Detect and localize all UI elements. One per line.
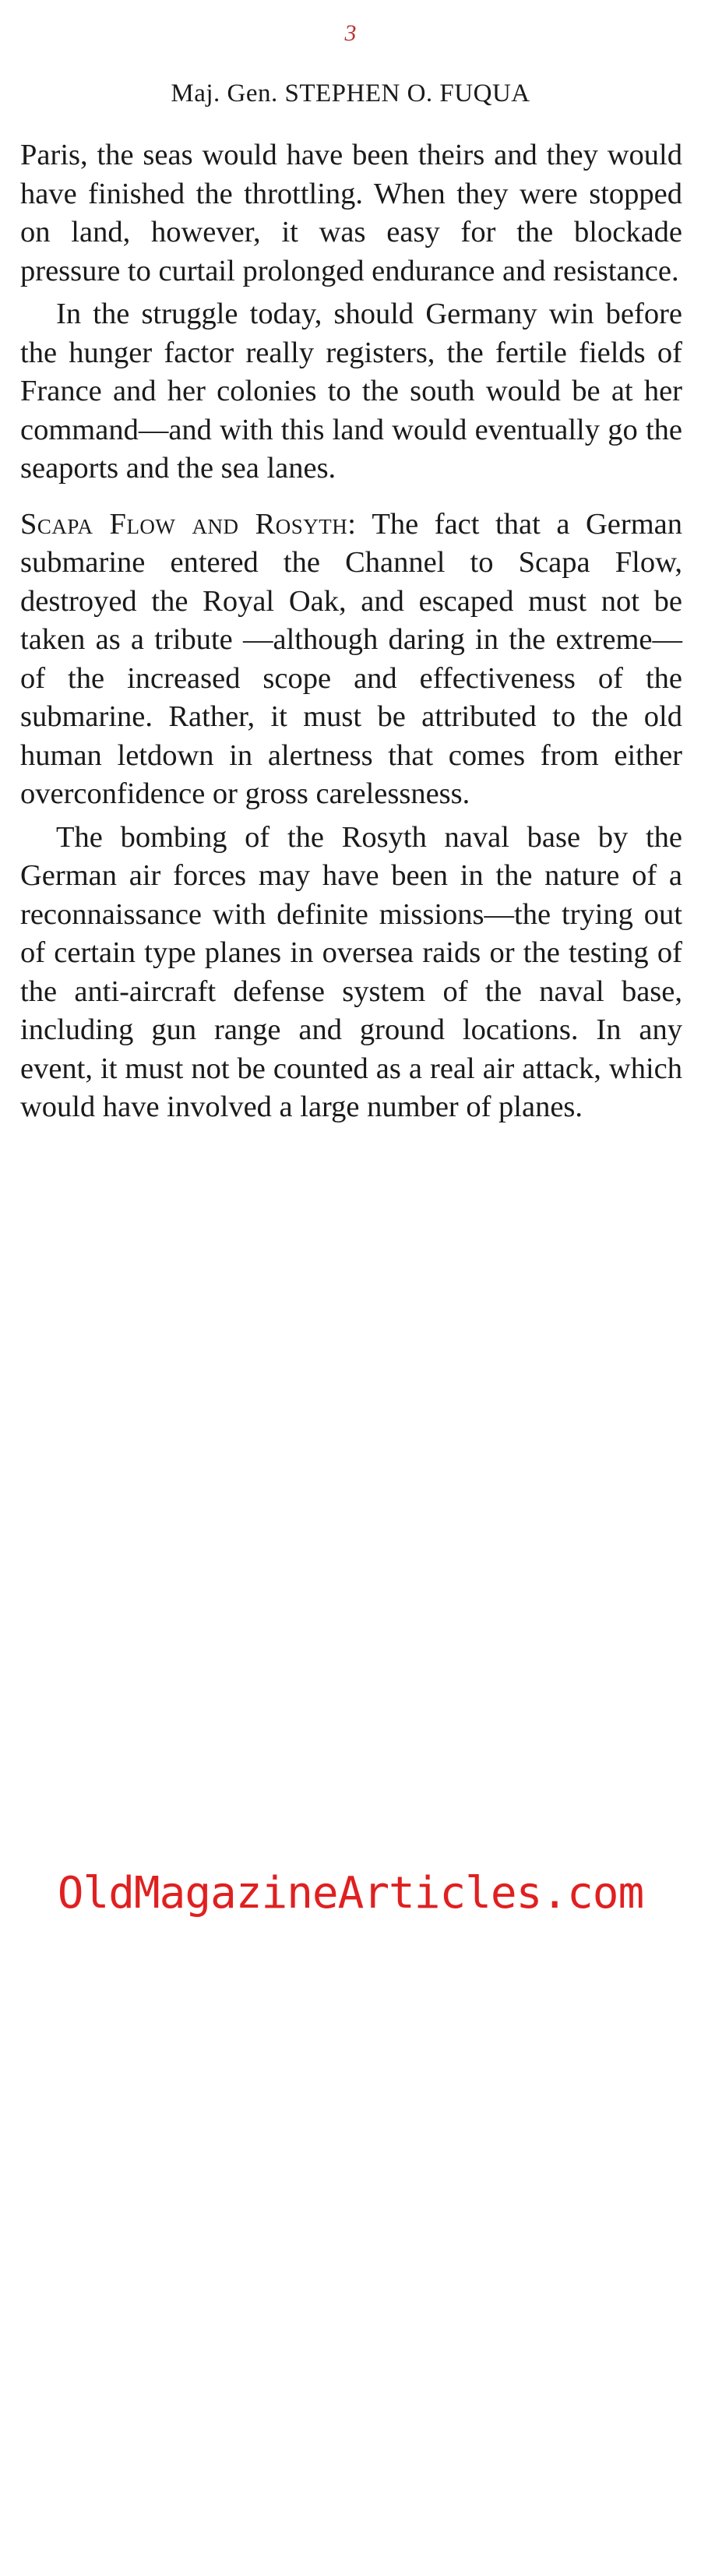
running-head: Maj. Gen. STEPHEN O. FUQUA — [171, 79, 530, 107]
paragraph-struggle: In the struggle today, should Germany win before the hunger factor really registers, the fertile fields of France and her colonies to the south would be at her command—and with this land would eventually go the seaports and the sea lanes. — [20, 298, 682, 485]
page-number: 3 — [344, 20, 357, 46]
section-heading-scapa-flow: Scapa Flow and Rosyth: — [20, 507, 357, 541]
paragraph-scapa-flow — [20, 506, 682, 814]
article-body — [20, 136, 682, 1127]
paragraph-rosyth: The bombing of the Rosyth naval base by the German air forces may have been in the nature of a reconnaissance with definite missions—the trying out of certain type planes in oversea raids or the testing of the anti-aircraft defense system of the naval base, including gun range and ground locations. In any event, it must not be counted as a real air attack, which would have involved a large number of planes. — [20, 820, 682, 1123]
paragraph-continuation: Paris, the seas would have been theirs and they would have finished the throttling. When they were stopped on land, however, it was easy for the blockade pressure to curtail prolonged endurance and resistance. — [20, 139, 682, 287]
watermark-logo: OldMagazineArticles.com — [57, 1868, 644, 1919]
paragraph-scapa-flow-text: The fact that a German submarine entered the Channel to Scapa Flow, destroyed the Royal Oak, and escaped must not be taken as a tribute —although daring in the extreme—of the increased scope and effectiveness of the submarine. Rather, it must be attributed to the old human letdown in alertness that comes from either overconfidence or gross carelessness. — [20, 507, 683, 810]
